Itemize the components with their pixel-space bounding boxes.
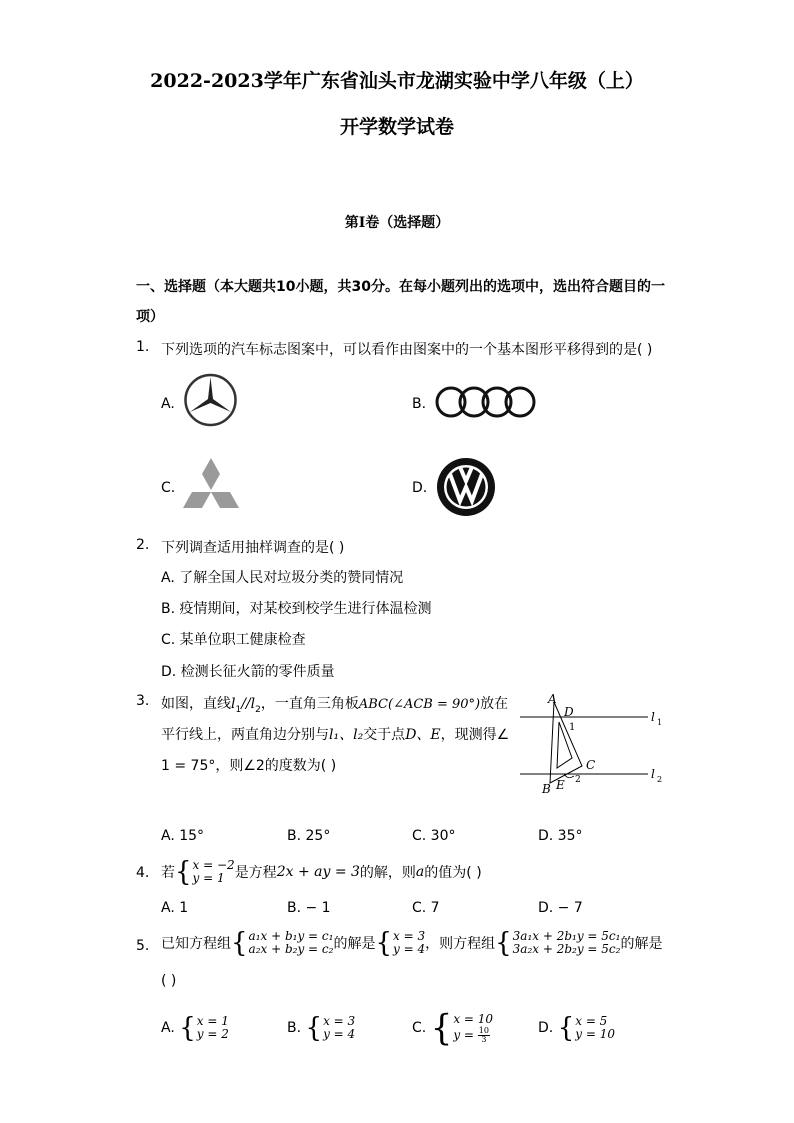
q2-option-b: B. 疫情期间，对某校到校学生进行体温检测 (161, 601, 432, 617)
three-diamonds-logo (181, 456, 241, 512)
q1-option-a-label: A. (161, 396, 175, 412)
label-l2-sub: 2 (657, 775, 663, 784)
q3-option-b: B. 25° (287, 828, 331, 844)
q4-option-d: D. − 7 (538, 900, 583, 916)
exam-title-line1: 2022-2023学年广东省汕头市龙湖实验中学八年级（上） (150, 70, 644, 92)
q5-option-d: D. { x = 5 y = 10 (538, 1012, 615, 1044)
q5-option-c: C. { x = 10 y = $\frac{10}{3}$ (412, 1007, 494, 1049)
q1-option-b-label: B. (412, 396, 427, 412)
q5-system-2: { x = 3 y = 4 (375, 927, 426, 959)
q5-system-3: { 3a₁x + 2b₁y = 5c₁ 3a₂x + 2b₂y = 5c₂ (495, 927, 621, 959)
q5-system-1: { a₁x + b₁y = c₁ a₂x + b₂y = c₂ (231, 927, 334, 959)
q3-option-c: C. 30° (412, 828, 456, 844)
label-l1: l (651, 710, 655, 724)
exam-title-line2: 开学数学试卷 (339, 116, 454, 138)
q1-option-d-label: D. (412, 480, 428, 496)
q4-solution-system: { x = −2 y = 1 (175, 856, 235, 888)
label-a: A (548, 692, 557, 706)
q2-option-a: A. 了解全国人民对垃圾分类的赞同情况 (161, 570, 404, 586)
question-3-line3: 1 = 75°，则∠2的度数为( ) (161, 758, 337, 774)
q4-option-a: A. 1 (161, 900, 189, 916)
part-heading-line1: 一、选择题（本大题共10小题，共30分。在每小题列出的选项中，选出符合题目的一 (136, 279, 665, 295)
vw-circle-logo (436, 457, 496, 517)
q4-option-b: B. − 1 (287, 900, 331, 916)
question-3-line2: 平行线上，两直角边分别与l₁、l₂交于点D、E，现测得∠ (161, 727, 510, 743)
question-2-text: 下列调查适用抽样调查的是( ) (161, 540, 345, 556)
label-l1-sub: 1 (657, 718, 663, 727)
q5-option-b: B. { x = 3 y = 4 (287, 1012, 356, 1044)
mercedes-star-logo (183, 372, 238, 428)
parallel-lines-triangle-figure (518, 690, 668, 800)
question-4-text: 若 { x = −2 y = 1 是方程 2x + ay = 3 的解，则 a 的值为( ) (161, 856, 482, 888)
question-1-text: 下列选项的汽车标志图案中，可以看作由图案中的一个基本图形平移得到的是( ) (161, 342, 653, 358)
label-angle-2: 2 (575, 775, 581, 785)
q2-option-d: D. 检测长征火箭的零件质量 (161, 664, 335, 680)
question-3-line1: 如图，直线$l_1//l_2$，一直角三角板ABC(∠ACB = 90°)放在 (161, 696, 509, 715)
label-c: C (586, 758, 596, 772)
q1-option-c-label: C. (161, 480, 176, 496)
question-1-number: 1. (136, 339, 150, 355)
q2-option-c: C. 某单位职工健康检查 (161, 632, 306, 648)
label-e: E (556, 778, 565, 792)
question-5-number: 5. (136, 938, 150, 954)
four-rings-logo (434, 384, 538, 420)
q3-option-d: D. 35° (538, 828, 583, 844)
q3-option-a: A. 15° (161, 828, 205, 844)
q5-option-a: A. { x = 1 y = 2 (161, 1012, 229, 1044)
label-angle-1: 1 (569, 722, 576, 733)
q4-option-c: C. 7 (412, 900, 440, 916)
question-5-text: 已知方程组 { a₁x + b₁y = c₁ a₂x + b₂y = c₂ 的解是 { x = 3 y = 4 ，则方程组 { 3a₁x + 2b₁y = 5c₁ 3a₂x + 2b₂y = 5c₂ 的解是 (161, 927, 663, 959)
section-title: 第Ⅰ卷（选择题） (344, 215, 450, 231)
question-2-number: 2. (136, 537, 150, 553)
part-heading-line2: 项） (136, 309, 164, 325)
label-l2: l (651, 767, 655, 781)
question-3-number: 3. (136, 693, 150, 709)
label-d: D (564, 705, 574, 719)
label-b: B (542, 782, 551, 796)
question-5-paren: ( ) (161, 973, 177, 989)
question-4-number: 4. (136, 865, 150, 881)
